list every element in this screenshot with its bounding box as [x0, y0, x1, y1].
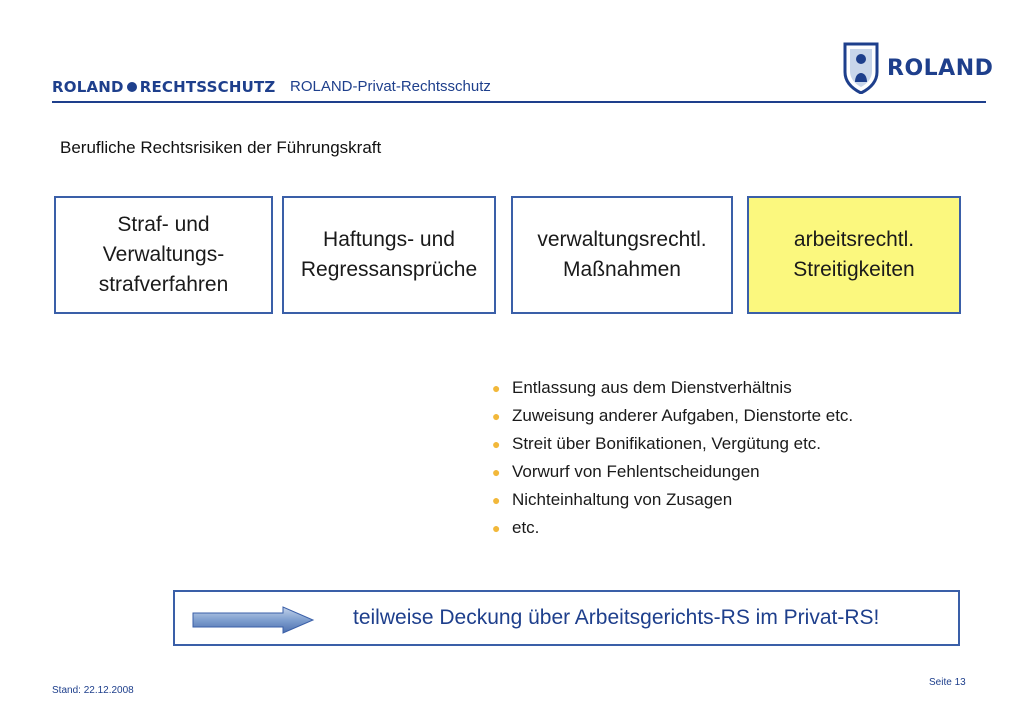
bullet-icon: ● — [492, 464, 501, 480]
roland-logo-text: ROLAND — [887, 55, 994, 81]
risk-box-label: verwaltungsrechtl. Maßnahmen — [537, 228, 707, 281]
risk-box-arbeitsrecht — [747, 196, 961, 314]
brand-dot-icon — [127, 82, 137, 92]
footer-date: Stand: 22.12.2008 — [52, 685, 134, 696]
bullet-icon: ● — [492, 380, 501, 396]
list-item: ● Entlassung aus dem Dienstverhältnis — [492, 378, 792, 397]
bullet-icon: ● — [492, 408, 501, 424]
risk-box-label: Haftungs- und Regressansprüche — [300, 228, 478, 281]
roland-rechtsschutz-brand — [52, 78, 275, 96]
list-item: ● Vorwurf von Fehlentscheidungen — [492, 462, 760, 481]
callout-text: teilweise Deckung über Arbeitsgerichts-RS im Privat-RS! — [353, 606, 880, 629]
header-subtitle: ROLAND-Privat-Rechtsschutz — [290, 78, 491, 95]
risk-box-verwaltungsrecht — [511, 196, 733, 314]
risk-box-haftung — [282, 196, 496, 314]
shield-icon — [843, 42, 879, 94]
risk-box-label: arbeitsrechtl. Streitigkeiten — [793, 228, 915, 281]
bullet-icon: ● — [492, 492, 501, 508]
list-item: ● etc. — [492, 518, 540, 537]
coverage-callout — [173, 590, 960, 646]
bullet-icon: ● — [492, 436, 501, 452]
list-item: ● Nichteinhaltung von Zusagen — [492, 490, 733, 509]
risk-box-strafverfahren — [54, 196, 273, 314]
brand-word-roland: ROLAND — [52, 78, 124, 96]
list-item: ● Zuweisung anderer Aufgaben, Dienstorte etc. — [492, 406, 854, 425]
brand-word-rechtsschutz: RECHTSSCHUTZ — [139, 78, 276, 96]
list-item: ● Streit über Bonifikationen, Vergütung etc. — [492, 434, 822, 453]
page-title: Berufliche Rechtsrisiken der Führungskraft — [60, 138, 382, 157]
bullet-icon: ● — [492, 520, 501, 536]
arrow-right-icon — [191, 606, 315, 634]
risk-box-label: Straf- und Verwaltungs- strafverfahren — [98, 213, 229, 296]
header-divider — [52, 101, 986, 103]
roland-logo — [843, 42, 993, 94]
arbeitsrecht-bullet-list — [492, 374, 853, 542]
page-number: Seite 13 — [929, 677, 966, 688]
